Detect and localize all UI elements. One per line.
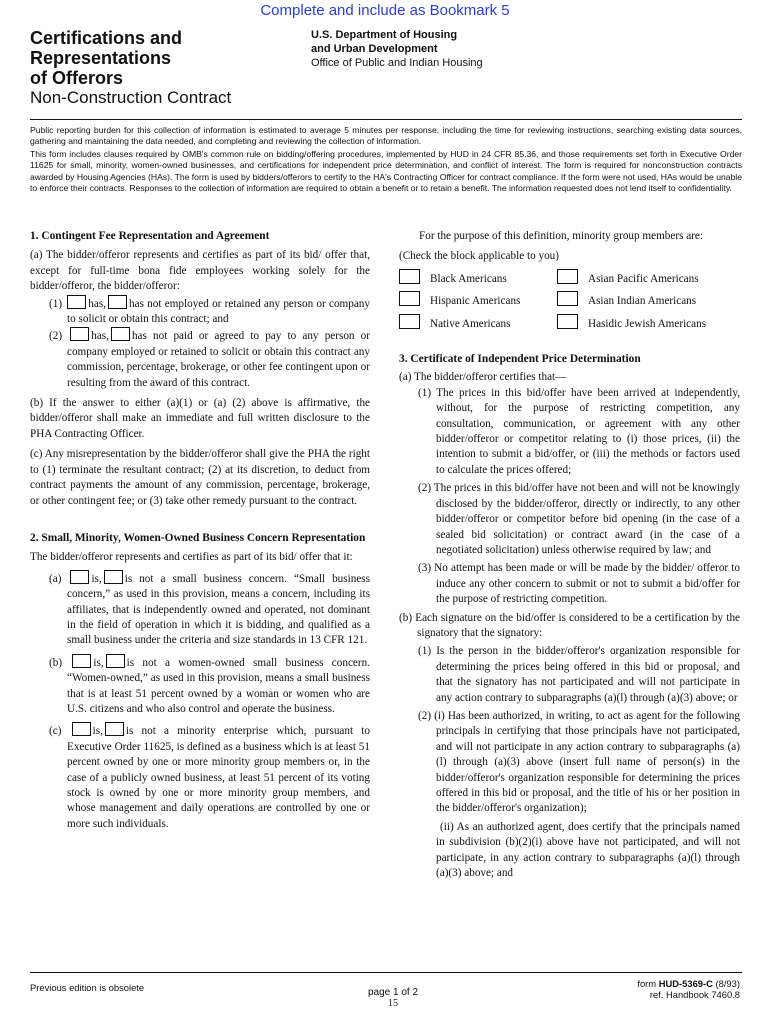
burden-paragraph: This form includes clauses required by OMB's common rule on bidding/offering procedures, implemented by HUD in 24 CFR 85.36, and those requirements set forth in Executive Order 11625 for small, minority, women-owned businesses, and certifications for independent price determination, and conflict of interest. The form is required for nonconstruction contracts awarded by Housing Agencies (HAs). The form is used by bidders/offerors to certify to the HA's Contracting Officer for contract compliance. If the form were not used, HAs would be unable to enforce their contracts. Responses to the collection of information are required to obtain a benefit or to retain a benefit. The information requested does not lend itself to confidentiality. [30,148,742,194]
is-checkbox[interactable] [70,570,89,584]
footer-form-id [637,978,740,1000]
item-label: (2) [49,330,63,343]
footer-page-info [368,987,418,1009]
has-label: has, [91,330,109,343]
handbook-reference: ref. Handbook 7460.8 [649,989,740,1000]
item-text: is not a women-owned small business concern. “Women-owned,” as used in this provision, means a small business that is at least 51 percent owned by a woman or women who are U.S. citizens and who also control and operate the business. [67,656,370,715]
option-checkbox[interactable] [557,291,578,306]
option-checkbox[interactable] [399,314,420,329]
option-checkbox[interactable] [557,314,578,329]
item-label: (b) [49,656,63,669]
option-label: Asian Pacific Americans [588,272,699,285]
item-text: has not paid or agreed to pay to any person or company employed or retained to solicit or obtain this contract any commission, percentage, brokerage, or other fee contingent upon or resulting from the award of this contract. [67,330,370,389]
section1-item-a1 [30,295,370,328]
section3-item-a2: (2) The prices in this bid/offer have not been and will not be knowingly disclosed by the bidder/offeror, directly or indirectly, to any other bidder/offeror or competitor before bid opening (in the case of a sealed bid solicitation) or contract award (in the case of a negotiated solicitation) unless otherwise required by law; and [418,482,740,556]
item-label: (1) [49,297,63,310]
option-label: Black Americans [430,272,507,285]
is-not-checkbox[interactable] [105,722,124,736]
item-text: is not a small business concern. “Small business concern,” as used in this provision, means a concern, including its affiliates, that is independently owned and operated, not dominant in the field of operation in which it is bidding, and qualified as a small business under the criteria and size standards in 13 CFR 121. [67,572,370,647]
has-not-checkbox[interactable] [108,295,127,309]
section3-paragraph-b: (b) Each signature on the bid/offer is considered to be a certification by the signatory that the signatory: [399,611,740,639]
form-number: HUD-5369-C [658,978,713,989]
has-checkbox[interactable] [67,295,86,309]
form-title-line: Certifications and [30,28,183,48]
burden-statement [30,125,742,195]
option-label: Asian Indian Americans [588,295,697,308]
is-label: is, [92,725,103,738]
section3-item-a1: (1) The prices in this bid/offer have been arrived at independently, without, for the purpose of restricting competition, any consultation, communication, or agreement with any other bidder/offeror or competitor relating to (i) those prices, (ii) the intention to submit a bid/offer, or (iii) the methods or factors used to calculate the prices offered; [418,386,740,476]
right-column [399,229,740,881]
agency-office: Office of Public and Indian Housing [311,57,483,69]
section1-heading: 1. Contingent Fee Representation and Agreement [30,230,270,242]
minority-option[interactable] [557,314,740,332]
footer-obsolete-note: Previous edition is obsolete [30,982,145,993]
section3-heading: 3. Certificate of Independent Price Determination [399,353,641,366]
section3-item-a3: (3) No attempt has been made or will be made by the bidder/ offeror to induce any other concern to submit or not to submit a bid/offer for the purpose of restricting competition. [418,562,740,606]
is-checkbox[interactable] [72,722,91,736]
has-checkbox[interactable] [70,327,89,341]
minority-option[interactable] [557,291,740,309]
is-not-checkbox[interactable] [104,570,123,584]
left-column [30,229,370,832]
item-label: (c) [49,725,62,738]
section3-item-b2ii: (ii) As an authorized agent, does certify that the principals named in subdivision (b)(2)(i) above have not participated, and will not participate, in any action contrary to subparagraphs (a)(l) through (a)(3) above; and [436,820,740,880]
section3-paragraph-a: (a) The bidder/offeror certifies that— [399,371,567,384]
agency-name-line2: and Urban Development [311,43,438,55]
section1-paragraph-a: (a) The bidder/offeror represents and certifies as part of its bid/ offer that, except for full-time bona fide employees working solely for the bidder/offeror, the bidder/offeror: [30,249,370,293]
option-label: Native Americans [430,317,511,330]
form-title [30,28,182,88]
section2-item-a [30,570,370,649]
header-divider [30,119,742,120]
form-date: (8/93) [712,978,740,989]
option-label: Hispanic Americans [430,295,521,308]
agency-name-line1: U.S. Department of Housing [311,29,458,41]
page-number: 15 [388,998,399,1009]
minority-option[interactable] [399,291,557,309]
minority-option[interactable] [399,269,557,287]
has-not-checkbox[interactable] [111,327,130,341]
section3-item-b1: (1) Is the person in the bidder/offeror's organization responsible for determining the prices being offered in this bid or proposal, and that the signatory has not participated and will not participate in any action contrary to subparagraphs (a)(l) through (a)(3) above; or [418,645,740,704]
section1-paragraph-c: (c) Any misrepresentation by the bidder/offeror shall give the PHA the right to (1) terminate the resultant contract; (2) at its discretion, to deduct from contract payments the amount of any commission, percentage, brokerage, or other contingent fee; or (3) take other remedy pursuant to the contract. [30,448,370,507]
section2-heading: 2. Small, Minority, Women-Owned Business Concern Representation [30,531,366,544]
page-indicator: page 1 of 2 [368,987,419,998]
form-id-line [637,978,740,989]
minority-intro: For the purpose of this definition, minority group members are: [419,230,703,242]
option-checkbox[interactable] [399,269,420,284]
is-checkbox[interactable] [72,654,91,668]
section2-item-c [30,722,370,832]
bookmark-note: Complete and include as Bookmark 5 [260,2,510,19]
section2-intro: The bidder/offeror represents and certifies as part of its bid/ offer that it: [30,551,353,564]
minority-option[interactable] [557,269,740,287]
item-text: has not employed or retained any person or company to solicit or obtain this contract; and [67,297,370,326]
agency-block [311,28,483,70]
form-title-line: Representations [30,48,172,68]
is-label: is, [91,572,102,585]
option-label: Hasidic Jewish Americans [588,317,707,330]
form-prefix: form [637,978,659,989]
minority-option[interactable] [399,314,557,332]
minority-checkbox-grid [399,269,740,332]
form-title-line: of Offerors [30,68,124,88]
section1-paragraph-b: (b) If the answer to either (a)(1) or (a) (2) above is affirmative, the bidder/offeror shall make an immediate and full written disclosure to the PHA Contracting Officer. [30,397,370,440]
form-subtitle: Non-Construction Contract [30,88,232,107]
has-label: has, [88,297,107,310]
footer-divider [30,972,742,973]
section2-item-b [30,654,370,718]
item-text: is not a minority enterprise which, pursuant to Executive Order 11625, is defined as a business which is at least 51 percent owned by one or more minority group members or, in the case of a publicly owned business, at least 51 percent of its voting stock is owned by one or more minority group members, and whose management and daily operations are controlled by one or more such individuals. [67,725,371,830]
option-checkbox[interactable] [399,291,420,306]
burden-paragraph: Public reporting burden for this collection of information is estimated to average 5 minutes per response, including the time for reviewing instructions, searching existing data sources, gathering and maintaining the data needed, and completing and reviewing the collection of information. [30,125,742,147]
option-checkbox[interactable] [557,269,578,284]
is-not-checkbox[interactable] [106,654,125,668]
check-note: (Check the block applicable to you) [399,250,559,263]
is-label: is, [93,656,104,669]
section3-item-b2i: (2) (i) Has been authorized, in writing, to act as agent for the following principals in certifying that those principals have not participated, and will not participate in any action contrary to subparagraphs (a)(l) through (a)(3) above (insert full name of person(s) in the bidder/offeror's organization responsible for determining the prices offered in this bid or proposal, and the title of his or her position in the bidder/offeror's organization); [418,709,740,815]
item-label: (a) [49,572,62,585]
section1-item-a2 [30,327,370,391]
